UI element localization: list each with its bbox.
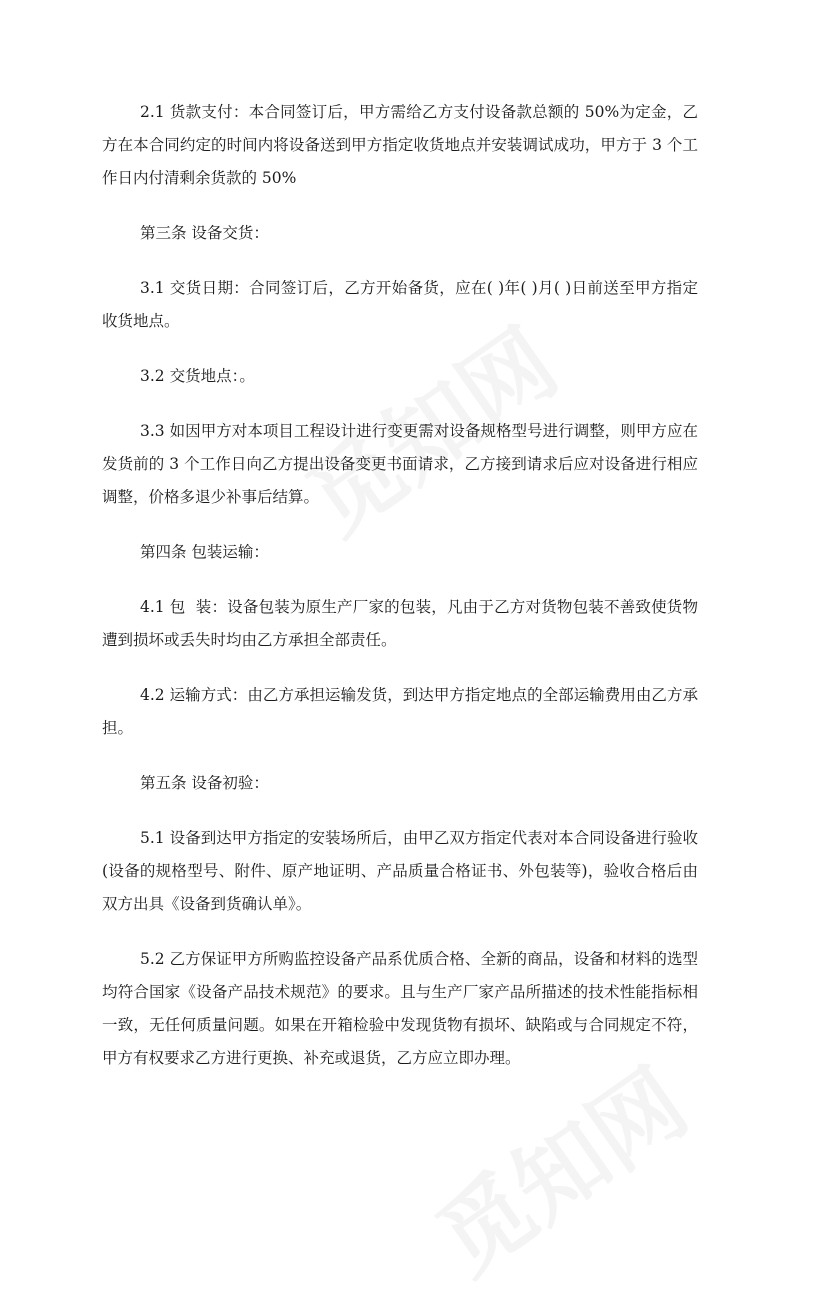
article-3-heading: 第三条 设备交货： <box>140 224 269 242</box>
clause-5-2: 5.2 乙方保证甲方所购监控设备产品系优质合格、全新的商品，设备和材料的选型均符合国家《设备产品技术规范》的要求。且与生产厂家产品所描述的技术性能指标相一致，无任何质量问题。如果在开箱检验中发现货物有损坏、缺陷或与合同规定不符，甲方有权要求乙方进行更换、补充或退货，乙方应立即办理。 <box>102 950 698 1067</box>
clause-2-1: 2.1 货款支付：本合同签订后，甲方需给乙方支付设备款总额的 50%为定金，乙方在本合同约定的时间内将设备送到甲方指定收货地点并安装调试成功，甲方于 3 个工作日内付清剩余货款的 50% <box>102 103 698 187</box>
clause-4-2: 4.2 运输方式：由乙方承担运输发货，到达甲方指定地点的全部运输费用由乙方承担。 <box>102 686 698 737</box>
document-body <box>102 96 698 1097</box>
clause-3-1: 3.1 交货日期：合同签订后，乙方开始备货，应在( )年( )月( )日前送至甲方指定收货地点。 <box>102 279 698 330</box>
clause-5-1: 5.1 设备到达甲方指定的安装场所后，由甲乙双方指定代表对本合同设备进行验收(设备的规格型号、附件、原产地证明、产品质量合格证书、外包装等)，验收合格后由双方出具《设备到货确认单》。 <box>102 829 698 913</box>
article-4-heading: 第四条 包装运输： <box>140 543 269 561</box>
clause-3-3: 3.3 如因甲方对本项目工程设计进行变更需对设备规格型号进行调整，则甲方应在发货前的 3 个工作日向乙方提出设备变更书面请求，乙方接到请求后应对设备进行相应调整，价格多退少补事后结算。 <box>102 422 698 506</box>
clause-4-1: 4.1 包 装：设备包装为原生产厂家的包装，凡由于乙方对货物包装不善致使货物遭到损坏或丢失时均由乙方承担全部责任。 <box>102 598 698 649</box>
article-5-heading: 第五条 设备初验： <box>140 774 269 792</box>
clause-3-2: 3.2 交货地点：。 <box>140 367 255 385</box>
